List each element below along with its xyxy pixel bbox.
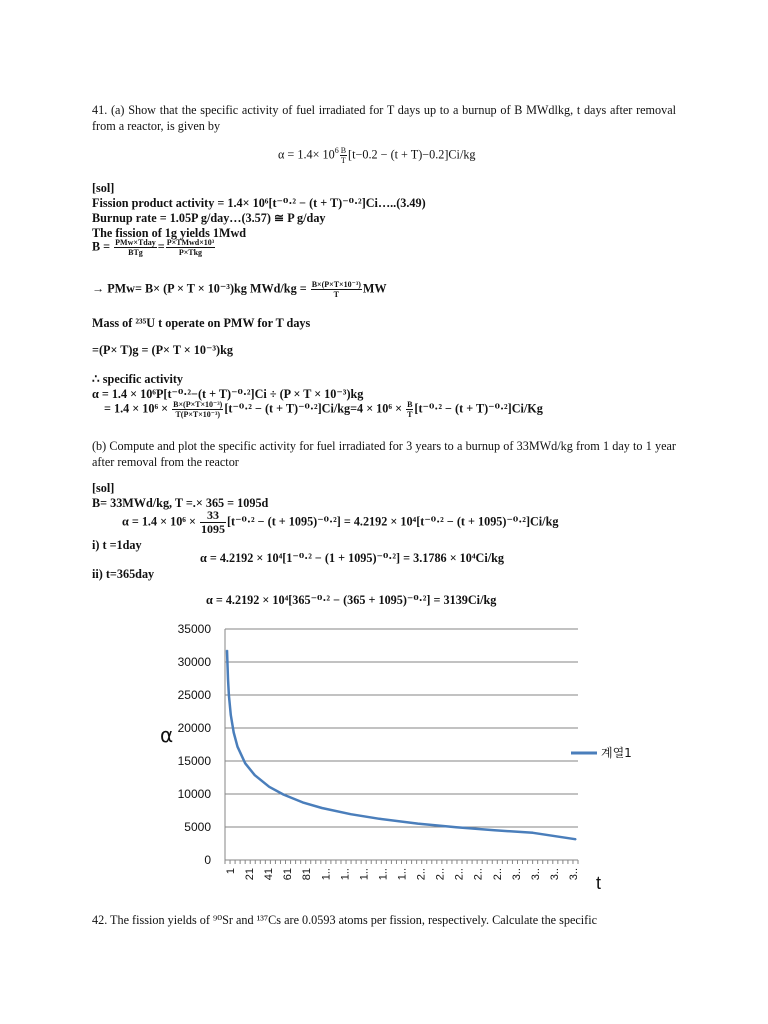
data-point-13	[379, 818, 380, 819]
data-point-8	[269, 786, 270, 787]
y-tick-label-2: 10000	[177, 787, 211, 801]
fission-product-line: Fission product activity = 1.4× 10⁶[t⁻⁰·² − (t + T)⁻⁰·²]Ci…..(3.49)	[92, 196, 426, 210]
data-point-0	[226, 650, 227, 651]
problem-42-statement: 42. The fission yields of ⁹⁰Sr and ¹³⁷Cs are 0.0593 atoms per fission, respectively. Calculate the specific	[92, 913, 598, 927]
x-tick-label-6: 1..	[339, 868, 352, 881]
data-point-5	[237, 746, 238, 747]
x-tick-label-15: 3..	[510, 868, 523, 881]
x-tick-label-14: 2..	[491, 868, 504, 881]
legend-label: 계열1	[601, 746, 632, 760]
x-tick-label-16: 3..	[529, 868, 542, 881]
burnup-rate-line: Burnup rate = 1.05P g/day…(3.57) ≅ P g/day	[92, 211, 326, 225]
data-point-16	[494, 830, 495, 831]
x-tick-label-13: 2..	[472, 868, 485, 881]
x-tick-label-2: 41	[263, 868, 276, 881]
x-tick-label-10: 2..	[415, 868, 428, 881]
y-tick-label-3: 15000	[177, 754, 211, 768]
y-tick-label-6: 30000	[177, 655, 211, 669]
x-tick-label-11: 2..	[434, 868, 447, 881]
sol-label-b: [sol]	[92, 481, 115, 495]
data-point-3	[230, 715, 231, 716]
x-tick-label-8: 1..	[377, 868, 390, 881]
pmw-equation: → PMw= B× (P × T × 10⁻³)kg MWd/kg = $\frac{\text{B×(P×T×10⁻³)}}{T}$ MW	[92, 280, 387, 299]
series-line-계열1	[227, 650, 576, 839]
case-2-label: ii) t=365day	[92, 567, 155, 581]
burnup-equation: B = $\frac{\text{PMw×Tday}}{\text{BTg}}$ = $\frac{\text{P×TMwd×10³}}{\text{P×Tkg}}$	[92, 238, 215, 257]
case-1-equation: α = 4.2192 × 10⁴[1⁻⁰·² − (1 + 1095)⁻⁰·²] = 3.1786 × 10⁴Ci/kg	[200, 551, 504, 565]
x-tick-label-18: 3..	[568, 868, 580, 881]
x-tick-label-17: 3..	[548, 868, 561, 881]
y-tick-label-7: 35000	[177, 622, 211, 636]
x-tick-label-0: 1	[225, 868, 237, 875]
y-tick-label-0: 0	[204, 853, 211, 867]
data-point-18	[575, 839, 576, 840]
x-tick-label-1: 21	[244, 868, 257, 881]
data-point-10	[302, 802, 303, 803]
data-point-12	[350, 814, 351, 815]
alpha-equation-1: α = 1.4 × 10⁶P[t⁻⁰·²−(t + T)⁻⁰·²]Ci ÷ (P × T × 10⁻³)kg	[92, 387, 364, 401]
x-axis-label: t	[596, 873, 602, 893]
formula-alpha-given: $\alpha = 1.4\times 10^6$ $\frac{B}{T}$ [t−0.2 − (t + T)−0.2]Ci/kg	[278, 146, 476, 165]
x-tick-label-4: 81	[301, 868, 314, 881]
mass-line: Mass of ²³⁵U t operate on PMW for T days	[92, 316, 311, 330]
x-tick-label-9: 1..	[396, 868, 409, 881]
problem-41a-statement: 41. (a) Show that the specific activity of fuel irradiated for T days up to a burnup of B MWdlkg, t days after removal from a reactor, is given by	[92, 103, 676, 133]
y-axis-label: α	[160, 723, 174, 747]
data-point-4	[233, 732, 234, 733]
therefore-line: ∴ specific activity	[92, 372, 184, 386]
y-tick-label-4: 20000	[177, 721, 211, 735]
given-values: B= 33MWd/kg, T =.× 365 = 1095d	[92, 496, 269, 510]
y-tick-label-1: 5000	[184, 820, 211, 834]
data-point-17	[532, 832, 533, 833]
mass-equation: =(P× T)g = (P× T × 10⁻³)kg	[92, 343, 233, 357]
y-tick-label-5: 25000	[177, 688, 211, 702]
activity-chart-svg	[148, 614, 678, 904]
data-point-9	[283, 794, 284, 795]
alpha-equation-2: = 1.4 × 10⁶ × $\frac{\text{B×(P×T×10⁻³)}}{\text{T(P×T×10⁻³)}}$ [t⁻⁰·² − (t + T)⁻⁰·²]Ci/kg=4 × 10⁶ × $\frac{B}{T}$ [t⁻⁰·² − (t + T)⁻⁰·²]Ci/Kg	[104, 400, 543, 419]
activity-chart	[148, 614, 678, 904]
problem-41b-statement: (b) Compute and plot the specific activity for fuel irradiated for 3 years to a burnup of 33MWd/kg from 1 day to 1 year after removal from the reactor	[92, 439, 676, 469]
alpha-equation-3: α = 1.4 × 10⁶ × $\frac{33}{1095}$ [t⁻⁰·² − (t + 1095)⁻⁰·²] = 4.2192 × 10⁴[t⁻⁰·² − (t + 1095)⁻⁰·²]Ci/kg	[122, 508, 559, 536]
data-point-1	[227, 678, 228, 679]
data-point-15	[456, 827, 457, 828]
case-2-equation: α = 4.2192 × 10⁴[365⁻⁰·² − (365 + 1095)⁻⁰·²] = 3139Ci/kg	[206, 593, 497, 607]
sol-label: [sol]	[92, 181, 115, 195]
data-point-2	[228, 695, 229, 696]
x-tick-label-3: 61	[282, 868, 295, 881]
data-point-6	[245, 763, 246, 764]
data-point-7	[254, 775, 255, 776]
data-point-14	[417, 823, 418, 824]
fission-yield-line: The fission of 1g yields 1Mwd	[92, 226, 247, 240]
data-point-11	[321, 807, 322, 808]
case-1-label: i) t =1day	[92, 538, 142, 552]
x-tick-label-7: 1..	[358, 868, 371, 881]
x-tick-label-12: 2..	[453, 868, 466, 881]
x-tick-label-5: 1..	[320, 868, 333, 881]
